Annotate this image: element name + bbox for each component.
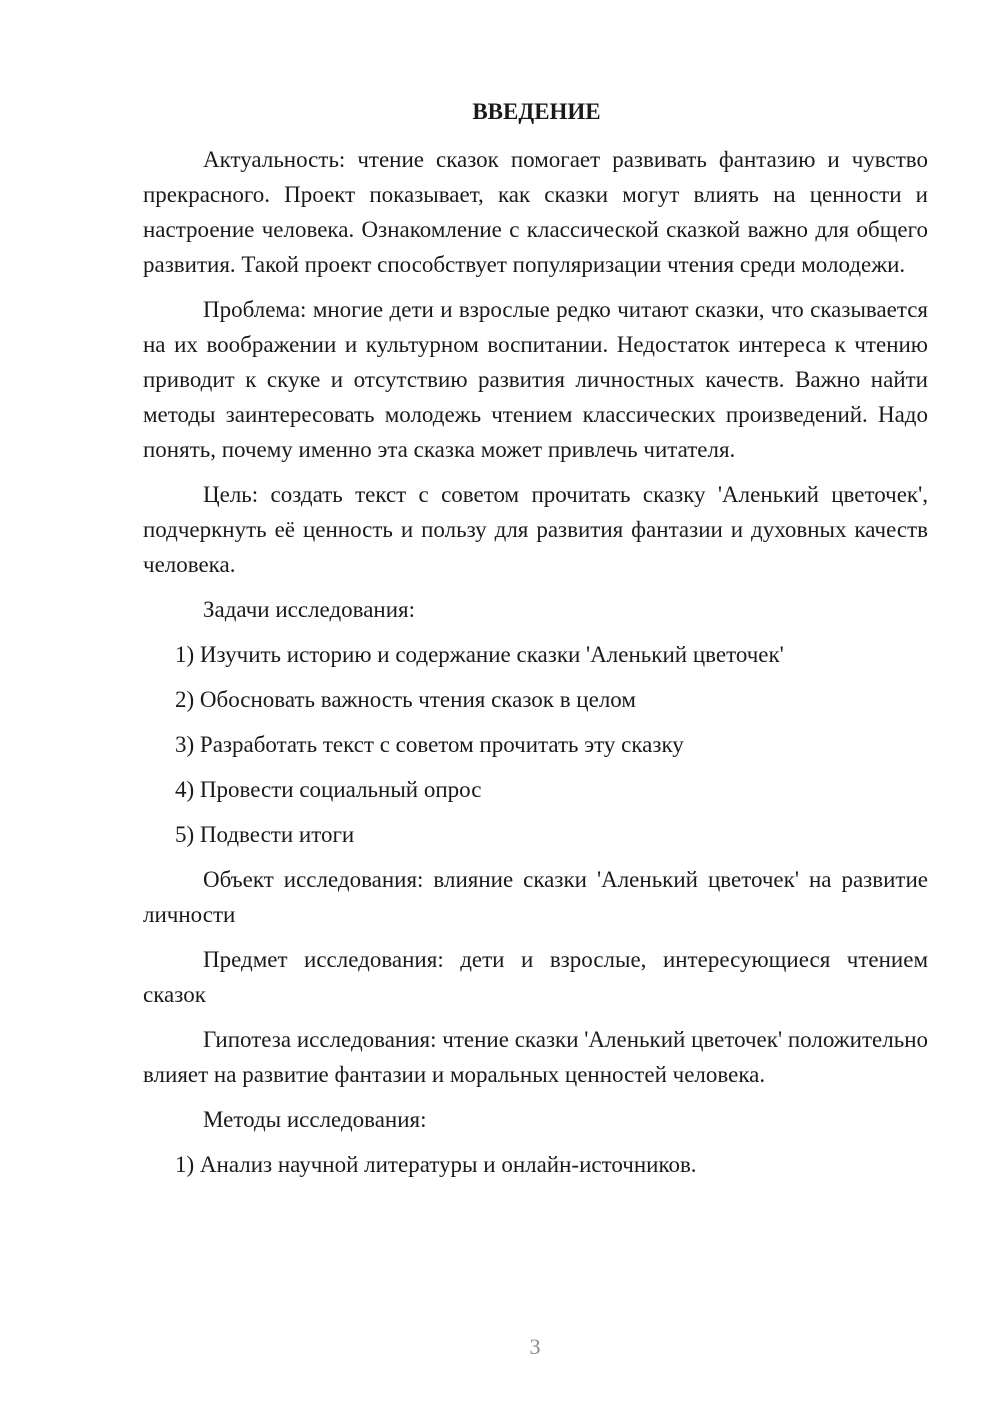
methods-list [143,1147,928,1182]
object-paragraph: Объект исследования: влияние сказки 'Аленький цветочек' на развитие личности [143,867,928,927]
subject-paragraph: Предмет исследования: дети и взрослые, интересующиеся чтением сказок [143,947,928,1007]
page-content [143,94,928,1192]
tasks-heading: Задачи исследования: [203,597,416,622]
hypothesis-paragraph: Гипотеза исследования: чтение сказки 'Аленький цветочек' положительно влияет на развитие фантазии и моральных ценностей человека. [143,1027,928,1087]
methods-heading: Методы исследования: [203,1107,427,1132]
list-item: 1) Изучить историю и содержание сказки 'Аленький цветочек' [175,642,784,667]
list-item: 1) Анализ научной литературы и онлайн-источников. [175,1152,697,1177]
list-item: 5) Подвести итоги [175,822,355,847]
relevance-paragraph: Актуальность: чтение сказок помогает развивать фантазию и чувство прекрасного. Проект показывает, как сказки могут влиять на ценности и настроение человека. Ознакомление с классической сказкой важно для общего развития. Такой проект способствует популяризации чтения среди молодежи. [143,147,928,277]
section-heading: ВВЕДЕНИЕ [472,99,601,124]
list-item: 4) Провести социальный опрос [175,777,482,802]
page-number: 3 [529,1334,541,1359]
goal-paragraph: Цель: создать текст с советом прочитать сказку 'Аленький цветочек', подчеркнуть её ценность и пользу для развития фантазии и духовных качеств человека. [143,482,928,577]
problem-paragraph: Проблема: многие дети и взрослые редко читают сказки, что сказывается на их воображении и культурном воспитании. Недостаток интереса к чтению приводит к скуке и отсутствию развития личностных качеств. Важно найти методы заинтересовать молодежь чтением классических произведений. Надо понять, почему именно эта сказка может привлечь читателя. [143,297,928,462]
list-item: 2) Обосновать важность чтения сказок в целом [175,687,636,712]
list-item: 3) Разработать текст с советом прочитать эту сказку [175,732,684,757]
tasks-list [143,637,928,852]
